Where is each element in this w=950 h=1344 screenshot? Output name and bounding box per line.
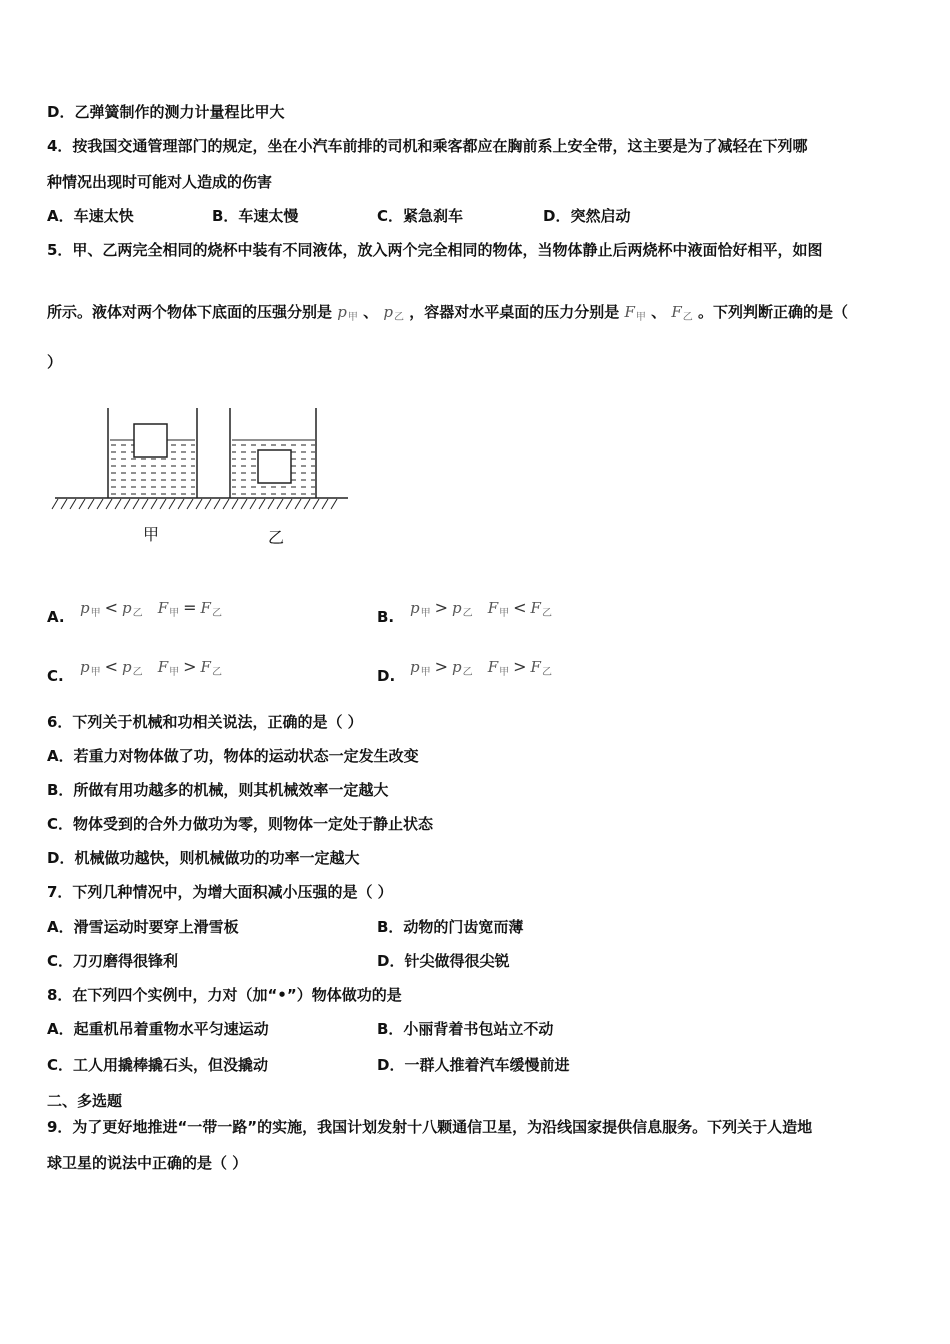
q5-sym-p-yi: $p_乙$: [383, 303, 404, 323]
ground-hatch-mark: [223, 499, 229, 509]
q4-stem-line1: 4．按我国交通管理部门的规定，坐在小汽车前排的司机和乘客都应在胸前系上安全带，这主要是为了减轻在下列哪: [47, 137, 808, 155]
ground-hatch-mark: [313, 499, 319, 509]
q7-option-d: D．针尖做得很尖锐: [377, 952, 510, 970]
ground-hatch-mark: [286, 499, 292, 509]
q4-stem-line2: 种情况出现时可能对人造成的伤害: [47, 173, 273, 191]
q8-option-d: D．一群人推着汽车缓慢前进: [377, 1056, 570, 1074]
ground-hatch-mark: [187, 499, 193, 509]
ground-hatch-mark: [124, 499, 130, 509]
ground-hatch-mark: [106, 499, 112, 509]
q4-option-b: B．车速太慢: [212, 207, 299, 225]
q5-option-c: $p_甲 < p_乙$ $F_甲 > F_乙$: [80, 657, 222, 678]
q6-option-b: B．所做有用功越多的机械，则其机械效率一定越大: [47, 781, 389, 799]
ground-hatch-mark: [322, 499, 328, 509]
ground-hatch-mark: [205, 499, 211, 509]
q5-text-d: 、: [651, 303, 667, 321]
ground-hatch-mark: [304, 499, 310, 509]
q5-option-d-label: D.: [377, 667, 396, 685]
q6-option-d: D．机械做功越快，则机械做功的功率一定越大: [47, 849, 360, 867]
q6-stem: 6．下列关于机械和功相关说法，正确的是（ ）: [47, 713, 363, 731]
ground-hatch-mark: [52, 499, 58, 509]
q5-stem-line3: ）: [47, 353, 63, 371]
q5-sym-f-yi: $F_乙$: [671, 303, 693, 323]
ground-hatch-mark: [79, 499, 85, 509]
ground-hatch-mark: [259, 499, 265, 509]
q5-stem-line1: 5．甲、乙两完全相同的烧杯中装有不同液体，放入两个完全相同的物体，当物体静止后两烧杯中液面恰好相平，如图: [47, 241, 823, 259]
q8-option-b: B．小丽背着书包站立不动: [377, 1020, 554, 1038]
q9-stem-line1: 9．为了更好地推进“一带一路”的实施，我国计划发射十八颗通信卫星，为沿线国家提供信息服务。下列关于人造地: [47, 1118, 813, 1136]
q5-sym-p-jia: $p_甲$: [337, 303, 358, 323]
label-yi: 乙: [268, 528, 285, 547]
q5-stem-line2: [47, 302, 848, 328]
ground-hatch-mark: [133, 499, 139, 509]
ground-hatch-mark: [178, 499, 184, 509]
q3-option-d: D．乙弹簧制作的测力计量程比甲大: [47, 103, 285, 121]
ground-hatch-mark: [232, 499, 238, 509]
section-title: 二、多选题: [47, 1092, 123, 1110]
ground-hatch-mark: [97, 499, 103, 509]
q8-option-c: C．工人用撬棒撬石头，但没撬动: [47, 1056, 269, 1074]
q5-text-a: 所示。液体对两个物体下底面的压强分别是: [47, 303, 333, 321]
q5-option-b: $p_甲 > p_乙$ $F_甲 < F_乙$: [410, 598, 552, 619]
ground-hatch-mark: [277, 499, 283, 509]
q5-option-a: $p_甲 < p_乙$ $F_甲 = F_乙$: [80, 598, 222, 619]
q5-sym-f-jia: $F_甲$: [624, 303, 646, 323]
label-jia: 甲: [143, 525, 160, 544]
ground-hatch-mark: [169, 499, 175, 509]
q5-beaker-figure: [50, 400, 360, 560]
object-jia: [134, 424, 167, 457]
ground-hatch-mark: [196, 499, 202, 509]
q6-option-a: A．若重力对物体做了功，物体的运动状态一定发生改变: [47, 747, 419, 765]
ground-hatch: [52, 499, 337, 509]
ground-hatch-mark: [250, 499, 256, 509]
q9-stem-line2: 球卫星的说法中正确的是（ ）: [47, 1154, 248, 1172]
ground-hatch-mark: [151, 499, 157, 509]
q5-option-b-label: B.: [377, 608, 395, 626]
q5-option-a-label: A.: [47, 608, 65, 626]
ground-hatch-mark: [61, 499, 67, 509]
q6-option-c: C．物体受到的合外力做功为零，则物体一定处于静止状态: [47, 815, 434, 833]
q7-option-c: C．刀刃磨得很锋利: [47, 952, 179, 970]
ground-hatch-mark: [160, 499, 166, 509]
q5-option-d: $p_甲 > p_乙$ $F_甲 > F_乙$: [410, 657, 552, 678]
ground-hatch-mark: [214, 499, 220, 509]
q8-stem: 8．在下列四个实例中，力对（加“•”）物体做功的是: [47, 986, 402, 1004]
q5-text-c: ，容器对水平桌面的压力分别是: [409, 303, 620, 321]
q7-option-a: A．滑雪运动时要穿上滑雪板: [47, 918, 239, 936]
ground-hatch-mark: [331, 499, 337, 509]
q7-option-b: B．动物的门齿宽而薄: [377, 918, 524, 936]
q4-option-a: A．车速太快: [47, 207, 134, 225]
ground-hatch-mark: [70, 499, 76, 509]
q4-option-d: D．突然启动: [543, 207, 631, 225]
q5-text-b: 、: [363, 303, 379, 321]
q7-stem: 7．下列几种情况中，为增大面积减小压强的是（ ）: [47, 883, 393, 901]
ground-hatch-mark: [142, 499, 148, 509]
ground-hatch-mark: [268, 499, 274, 509]
ground-hatch-mark: [241, 499, 247, 509]
ground-hatch-mark: [295, 499, 301, 509]
q5-text-e: 。下列判断正确的是（: [698, 303, 849, 321]
q4-option-c: C．紧急刹车: [377, 207, 464, 225]
object-yi: [258, 450, 291, 483]
q8-option-a: A．起重机吊着重物水平匀速运动: [47, 1020, 269, 1038]
ground-hatch-mark: [115, 499, 121, 509]
ground-hatch-mark: [88, 499, 94, 509]
q5-option-c-label: C.: [47, 667, 64, 685]
